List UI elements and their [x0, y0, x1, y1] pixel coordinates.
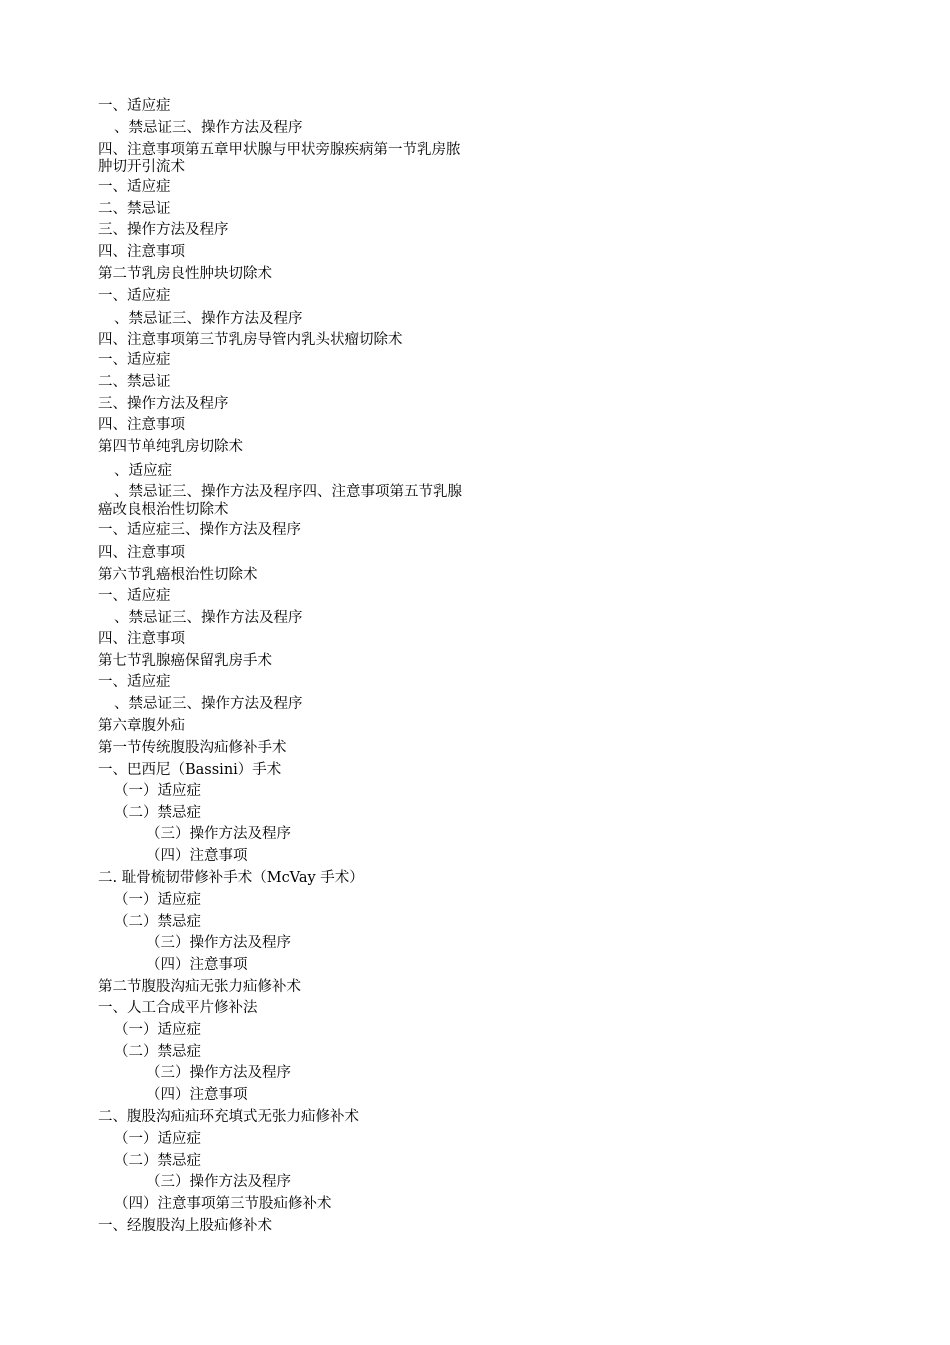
toc-line: 三、操作方法及程序 [98, 396, 229, 412]
toc-line: （二）禁忌症 [114, 805, 201, 821]
toc-line: 第二节乳房良性肿块切除术 [98, 266, 272, 282]
toc-line: （三）操作方法及程序 [146, 1065, 291, 1081]
toc-line: 四、注意事项 [98, 244, 185, 260]
toc-line: （四）注意事项 [146, 848, 248, 864]
toc-line: （一）适应症 [114, 783, 201, 799]
toc-line: 、禁忌证三、操作方法及程序四、注意事项第五节乳腺 [114, 484, 462, 500]
toc-line: 一、人工合成平片修补法 [98, 1000, 258, 1016]
toc-line: 、禁忌证三、操作方法及程序 [114, 311, 303, 327]
toc-line: 第一节传统腹股沟疝修补手术 [98, 740, 287, 756]
toc-line: （一）适应症 [114, 1131, 201, 1147]
toc-line: 一、适应症 [98, 588, 171, 604]
toc-line: 、适应症 [114, 463, 172, 479]
toc-line: 一、巴西尼（Bassini）手术 [98, 762, 282, 778]
toc-line: 第六节乳癌根治性切除术 [98, 567, 258, 583]
toc-line: 四、注意事项第五章甲状腺与甲状旁腺疾病第一节乳房脓 [98, 142, 461, 158]
toc-line: （一）适应症 [114, 892, 201, 908]
toc-line: 第四节单纯乳房切除术 [98, 439, 243, 455]
toc-line: 癌改良根治性切除术 [98, 502, 229, 518]
toc-line: 一、适应症 [98, 98, 171, 114]
toc-line: 、禁忌证三、操作方法及程序 [114, 696, 303, 712]
toc-line: 二. 耻骨梳韧带修补手术（McVay 手术） [98, 870, 364, 886]
toc-line: 、禁忌证三、操作方法及程序 [114, 610, 303, 626]
toc-line: 第七节乳腺癌保留乳房手术 [98, 653, 272, 669]
toc-line: （四）注意事项 [146, 1087, 248, 1103]
toc-line: 二、腹股沟疝疝环充填式无张力疝修补术 [98, 1109, 359, 1125]
toc-line: （四）注意事项 [146, 957, 248, 973]
toc-line: 四、注意事项 [98, 631, 185, 647]
toc-line: 一、经腹股沟上股疝修补术 [98, 1218, 272, 1234]
toc-line: （三）操作方法及程序 [146, 935, 291, 951]
toc-line: （二）禁忌症 [114, 1044, 201, 1060]
toc-line: 第二节腹股沟疝无张力疝修补术 [98, 979, 301, 995]
toc-line: 一、适应症 [98, 352, 171, 368]
toc-line: 四、注意事项第三节乳房导管内乳头状瘤切除术 [98, 332, 403, 348]
toc-line: 四、注意事项 [98, 545, 185, 561]
toc-line: 二、禁忌证 [98, 201, 171, 217]
toc-line: 二、禁忌证 [98, 374, 171, 390]
toc-line: 四、注意事项 [98, 417, 185, 433]
toc-line: 一、适应症 [98, 179, 171, 195]
toc-line: 三、操作方法及程序 [98, 222, 229, 238]
toc-line: 一、适应症 [98, 674, 171, 690]
toc-line: （三）操作方法及程序 [146, 826, 291, 842]
toc-line: （三）操作方法及程序 [146, 1174, 291, 1190]
toc-line: 第六章腹外疝 [98, 718, 185, 734]
toc-line: 肿切开引流术 [98, 159, 185, 175]
toc-line: 、禁忌证三、操作方法及程序 [114, 120, 303, 136]
toc-line: （四）注意事项第三节股疝修补术 [114, 1196, 332, 1212]
toc-line: 一、适应症 [98, 288, 171, 304]
toc-line: （二）禁忌症 [114, 1153, 201, 1169]
toc-line: 一、适应症三、操作方法及程序 [98, 522, 301, 538]
toc-line: （二）禁忌症 [114, 914, 201, 930]
toc-line: （一）适应症 [114, 1022, 201, 1038]
